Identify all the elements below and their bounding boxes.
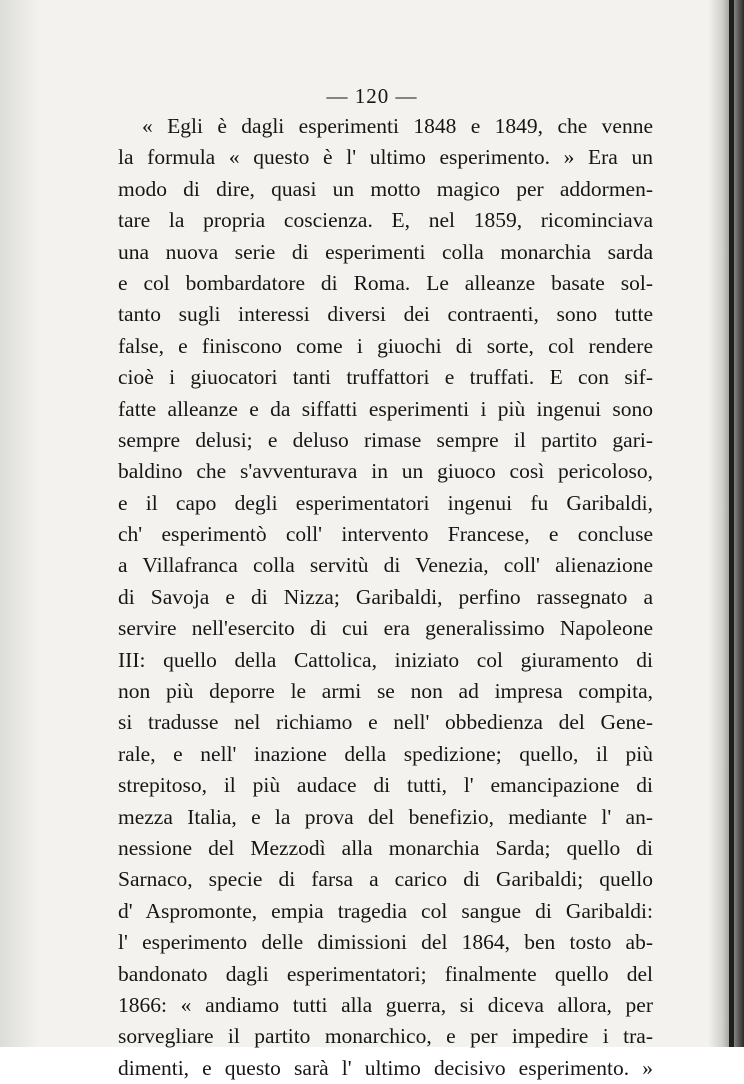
text-line: rale, e nell' inazione della spedizione; quello, il più xyxy=(118,741,653,766)
text-line: tare la propria coscienza. E, nel 1859, ricominciava xyxy=(118,208,653,233)
page-number: — 120 — xyxy=(326,84,418,108)
text-line: si tradusse nel richiamo e nell' obbedienza del Gene- xyxy=(118,710,653,735)
text-line: mezza Italia, e la prova del benefizio, mediante l' an- xyxy=(118,804,653,829)
text-line: 1866: « andiamo tutti alla guerra, si diceva allora, per xyxy=(118,992,653,1017)
text-line: dimenti, e questo sarà l' ultimo decisivo esperimento. » xyxy=(118,1055,653,1080)
left-page-shadow xyxy=(0,0,40,1047)
text-line: III: quello della Cattolica, iniziato col giuramento di xyxy=(118,647,653,672)
right-binding-edge xyxy=(708,0,744,1047)
text-line: false, e finiscono come i giuochi di sorte, col rendere xyxy=(118,333,653,358)
text-line: strepitoso, il più audace di tutti, l' emancipazione di xyxy=(118,773,653,798)
text-line: nessione del Mezzodì alla monarchia Sarda; quello di xyxy=(118,835,653,860)
text-line: una nuova serie di esperimenti colla monarchia sarda xyxy=(118,239,653,264)
text-line: cioè i giuocatori tanti truffattori e truffati. E con sif- xyxy=(118,365,653,390)
text-line: e col bombardatore di Roma. Le alleanze basate sol- xyxy=(118,270,653,295)
text-line: ch' esperimentò coll' intervento Francese, e concluse xyxy=(118,522,653,547)
body-text xyxy=(118,111,653,1084)
text-line: tanto sugli interessi diversi dei contraenti, sono tutte xyxy=(118,302,653,327)
text-line: non più deporre le armi se non ad impresa compita, xyxy=(118,679,653,704)
binding-line xyxy=(729,0,734,1047)
text-line: di Savoja e di Nizza; Garibaldi, perfino rassegnato a xyxy=(118,584,653,609)
text-line: a Villafranca colla servitù di Venezia, coll' alienazione xyxy=(118,553,653,578)
text-line: e il capo degli esperimentatori ingenui fu Garibaldi, xyxy=(118,490,653,515)
text-line: l' esperimento delle dimissioni del 1864, ben tosto ab- xyxy=(118,930,653,955)
text-line: baldino che s'avventurava in un giuoco così pericoloso, xyxy=(118,459,653,484)
text-line: Sarnaco, specie di farsa a carico di Garibaldi; quello xyxy=(118,867,653,892)
text-line: d' Aspromonte, empia tragedia col sangue di Garibaldi: xyxy=(118,898,653,923)
text-line: la formula « questo è l' ultimo esperimento. » Era un xyxy=(118,145,653,170)
text-line: sorvegliare il partito monarchico, e per impedire i tra- xyxy=(118,1024,653,1049)
text-line: servire nell'esercito di cui era generalissimo Napoleone xyxy=(118,616,653,641)
text-line: sempre delusi; e deluso rimase sempre il partito gari- xyxy=(118,427,653,452)
text-line: fatte alleanze e da siffatti esperimenti i più ingenui sono xyxy=(118,396,653,421)
text-line: modo di dire, quasi un motto magico per addormen- xyxy=(118,176,653,201)
text-line: bandonato dagli esperimentatori; finalmente quello del xyxy=(118,961,653,986)
text-line: « Egli è dagli esperimenti 1848 e 1849, che venne xyxy=(142,114,653,138)
